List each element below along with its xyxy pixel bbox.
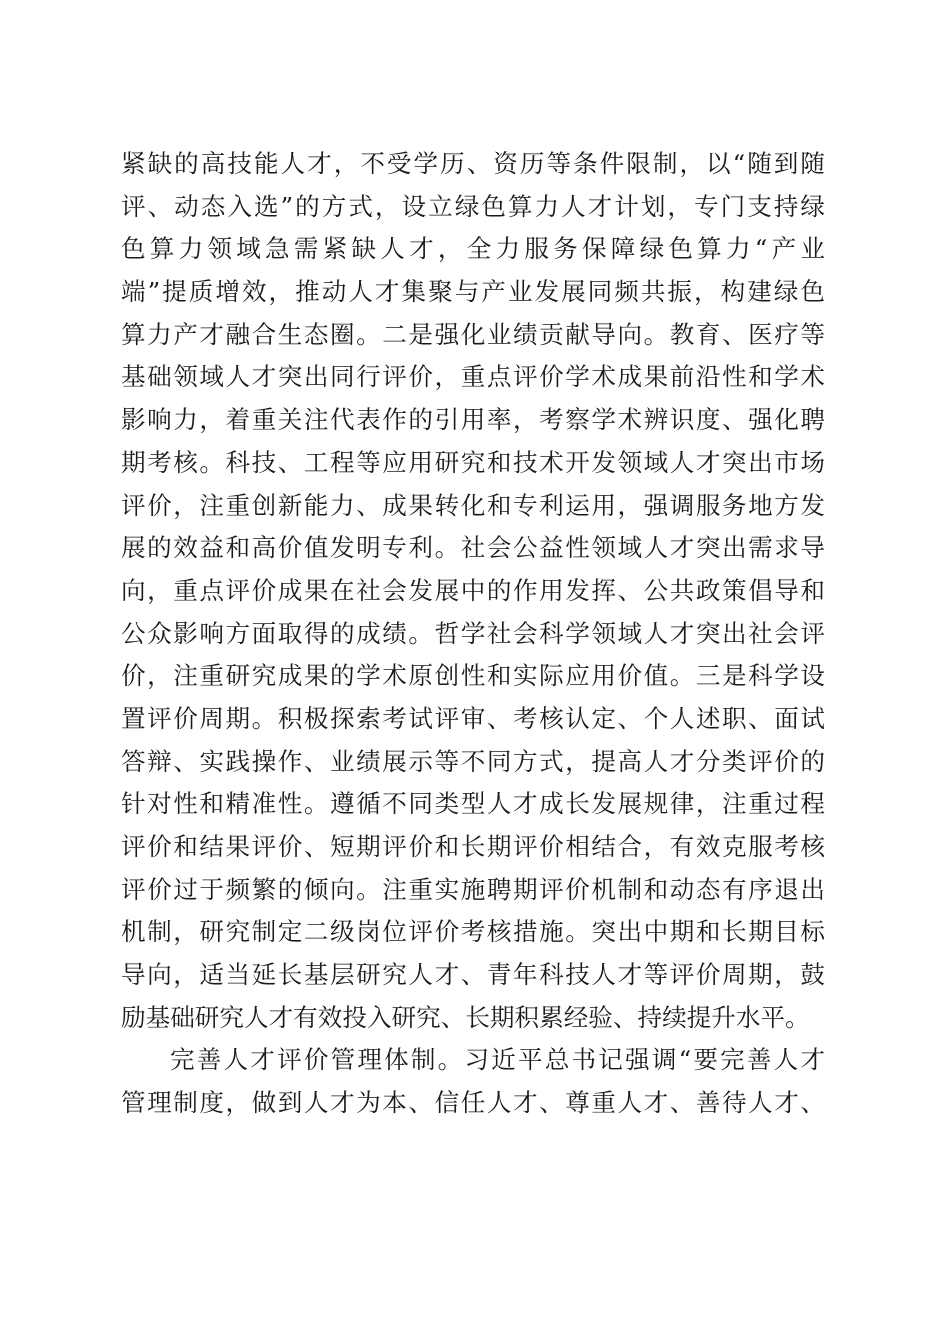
text-line: 展的效益和高价值发明专利。社会公益性领域人才突出需求导 [121, 533, 825, 563]
text-line: 管理制度，做到人才为本、信任人才、尊重人才、善待人才、 [121, 1088, 825, 1118]
text-line: 紧缺的高技能人才，不受学历、资历等条件限制，以“随到随 [121, 149, 825, 178]
paragraph-talent-management [121, 1039, 825, 1124]
text-line: 置评价周期。积极探索考试评审、考核认定、个人述职、面试 [121, 703, 825, 733]
text-line: 端”提质增效，推动人才集聚与产业发展同频共振，构建绿色 [121, 277, 825, 307]
body-text [121, 143, 825, 1125]
text-line: 公众影响方面取得的成绩。哲学社会科学领域人才突出社会评 [121, 618, 825, 648]
text-line: 完善人才评价管理体制。习近平总书记强调“要完善人才 [170, 1045, 825, 1075]
text-line: 评价过于频繁的倾向。注重实施聘期评价机制和动态有序退出 [121, 874, 825, 904]
text-line: 励基础研究人才有效投入研究、长期积累经验、持续提升水平。 [121, 1002, 810, 1032]
text-line: 答辩、实践操作、业绩展示等不同方式，提高人才分类评价的 [121, 746, 825, 776]
text-line: 价，注重研究成果的学术原创性和实际应用价值。三是科学设 [121, 661, 825, 691]
text-line: 影响力，着重关注代表作的引用率，考察学术辨识度、强化聘 [121, 405, 825, 435]
text-line: 机制，研究制定二级岗位评价考核措施。突出中期和长期目标 [121, 917, 825, 947]
text-line: 期考核。科技、工程等应用研究和技术开发领域人才突出市场 [121, 447, 825, 477]
text-line: 评、动态入选”的方式，设立绿色算力人才计划，专门支持绿 [121, 191, 825, 221]
text-line: 导向，适当延长基层研究人才、青年科技人才等评价周期，鼓 [121, 960, 825, 990]
text-line: 向，重点评价成果在社会发展中的作用发挥、公共政策倡导和 [121, 575, 825, 605]
text-line: 基础领域人才突出同行评价，重点评价学术成果前沿性和学术 [121, 362, 825, 392]
text-line: 针对性和精准性。遵循不同类型人才成长发展规律，注重过程 [121, 789, 825, 819]
text-line: 色算力领域急需紧缺人才，全力服务保障绿色算力“产业 [121, 234, 825, 264]
text-line: 算力产才融合生态圈。二是强化业绩贡献导向。教育、医疗等 [121, 319, 825, 349]
text-line: 评价和结果评价、短期评价和长期评价相结合，有效克服考核 [121, 832, 825, 861]
text-line: 评价，注重创新能力、成果转化和专利运用，强调服务地方发 [121, 490, 825, 520]
paragraph-evaluation-cycle [121, 143, 825, 1039]
